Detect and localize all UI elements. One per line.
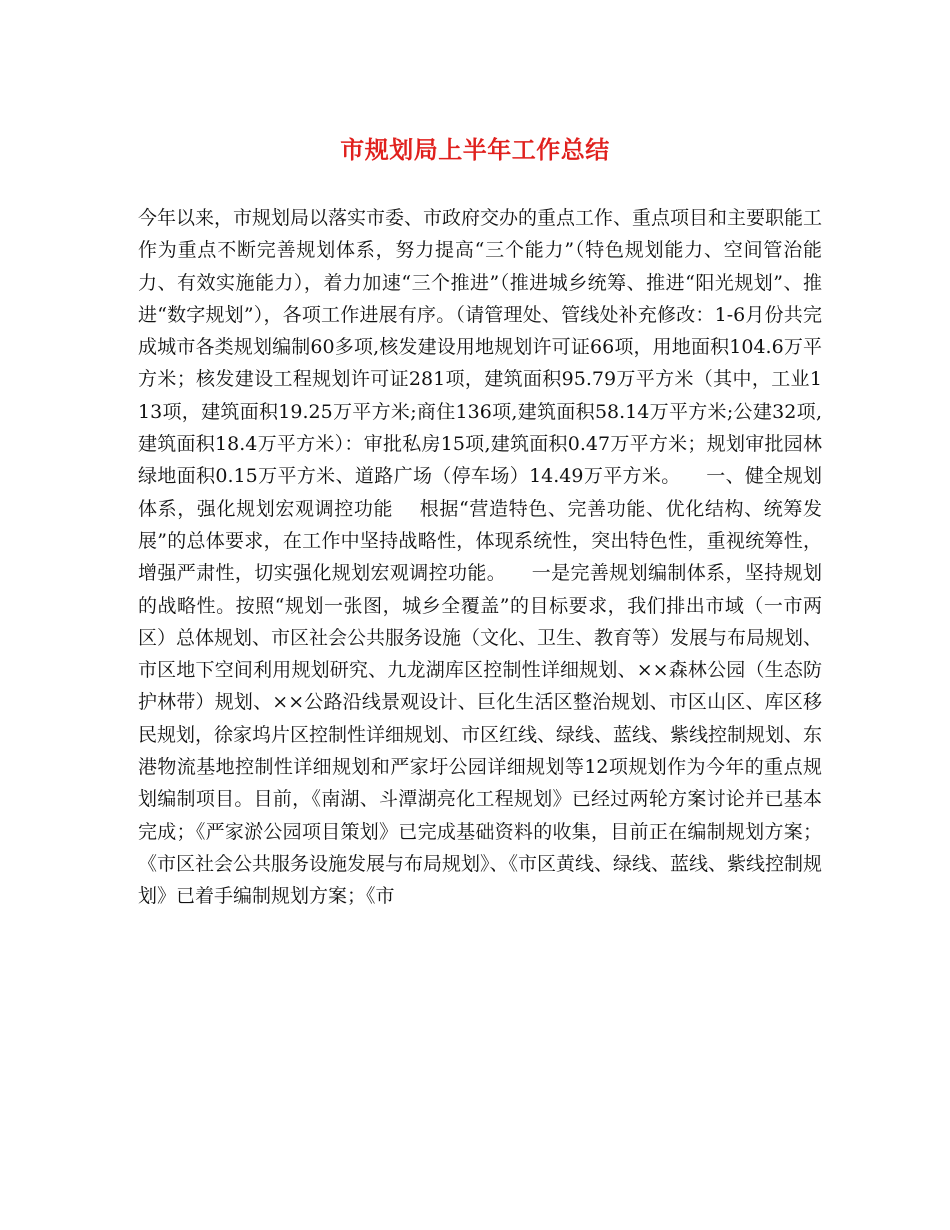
document-body: 今年以来，市规划局以落实市委、市政府交办的重点工作、重点项目和主要职能工作为重点不断完善规划体系，努力提高“三个能力”（特色规划能力、空间管治能力、有效实施能力），着力加速“三个推进”（推进城乡统筹、推进“阳光规划”、推进“数字规划”），各项工作进展有序。（请管理处、管线处补充修改：1-6月份共完成城市各类规划编制60多项,核发建设用地规划许可证66项，用地面积104.6万平方米；核发建设工程规划许可证281项，建筑面积95.79万平方米（其中，工业113项，建筑面积19.25万平方米;商住136项,建筑面积58.14万平方米;公建32项,建筑面积18.4万平方米）：审批私房15项,建筑面积0.47万平方米；规划审批园林绿地面积0.15万平方米、道路广场（停车场）14.49万平方米。 一、健全规划体系，强化规划宏观调控功能 根据“营造特色、完善功能、优化结构、统筹发展”的总体要求，在工作中坚持战略性，体现系统性，突出特色性，重视统筹性，增强严肃性，切实强化规划宏观调控功能。 一是完善规划编制体系，坚持规划的战略性。按照“规划一张图，城乡全覆盖”的目标要求，我们排出市域（一市两区）总体规划、市区社会公共服务设施（文化、卫生、教育等）发展与布局规划、市区地下空间利用规划研究、九龙湖库区控制性详细规划、××森林公园（生态防护林带）规划、××公路沿线景观设计、巨化生活区整治规划、市区山区、库区移民规划，徐家坞片区控制性详细规划、市区红线、绿线、蓝线、紫线控制规划、东港物流基地控制性详细规划和严家圩公园详细规划等12项规划作为今年的重点规划编制项目。目前，《南湖、斗潭湖亮化工程规划》已经过两轮方案讨论并已基本完成；《严家淤公园项目策划》已完成基础资料的收集，目前正在编制规划方案；《市区社会公共服务设施发展与布局规划》、《市区黄线、绿线、蓝线、紫线控制规划》已着手编制规划方案；《市 <box>138 207 823 908</box>
document-title: 市规划局上半年工作总结 <box>340 135 610 164</box>
